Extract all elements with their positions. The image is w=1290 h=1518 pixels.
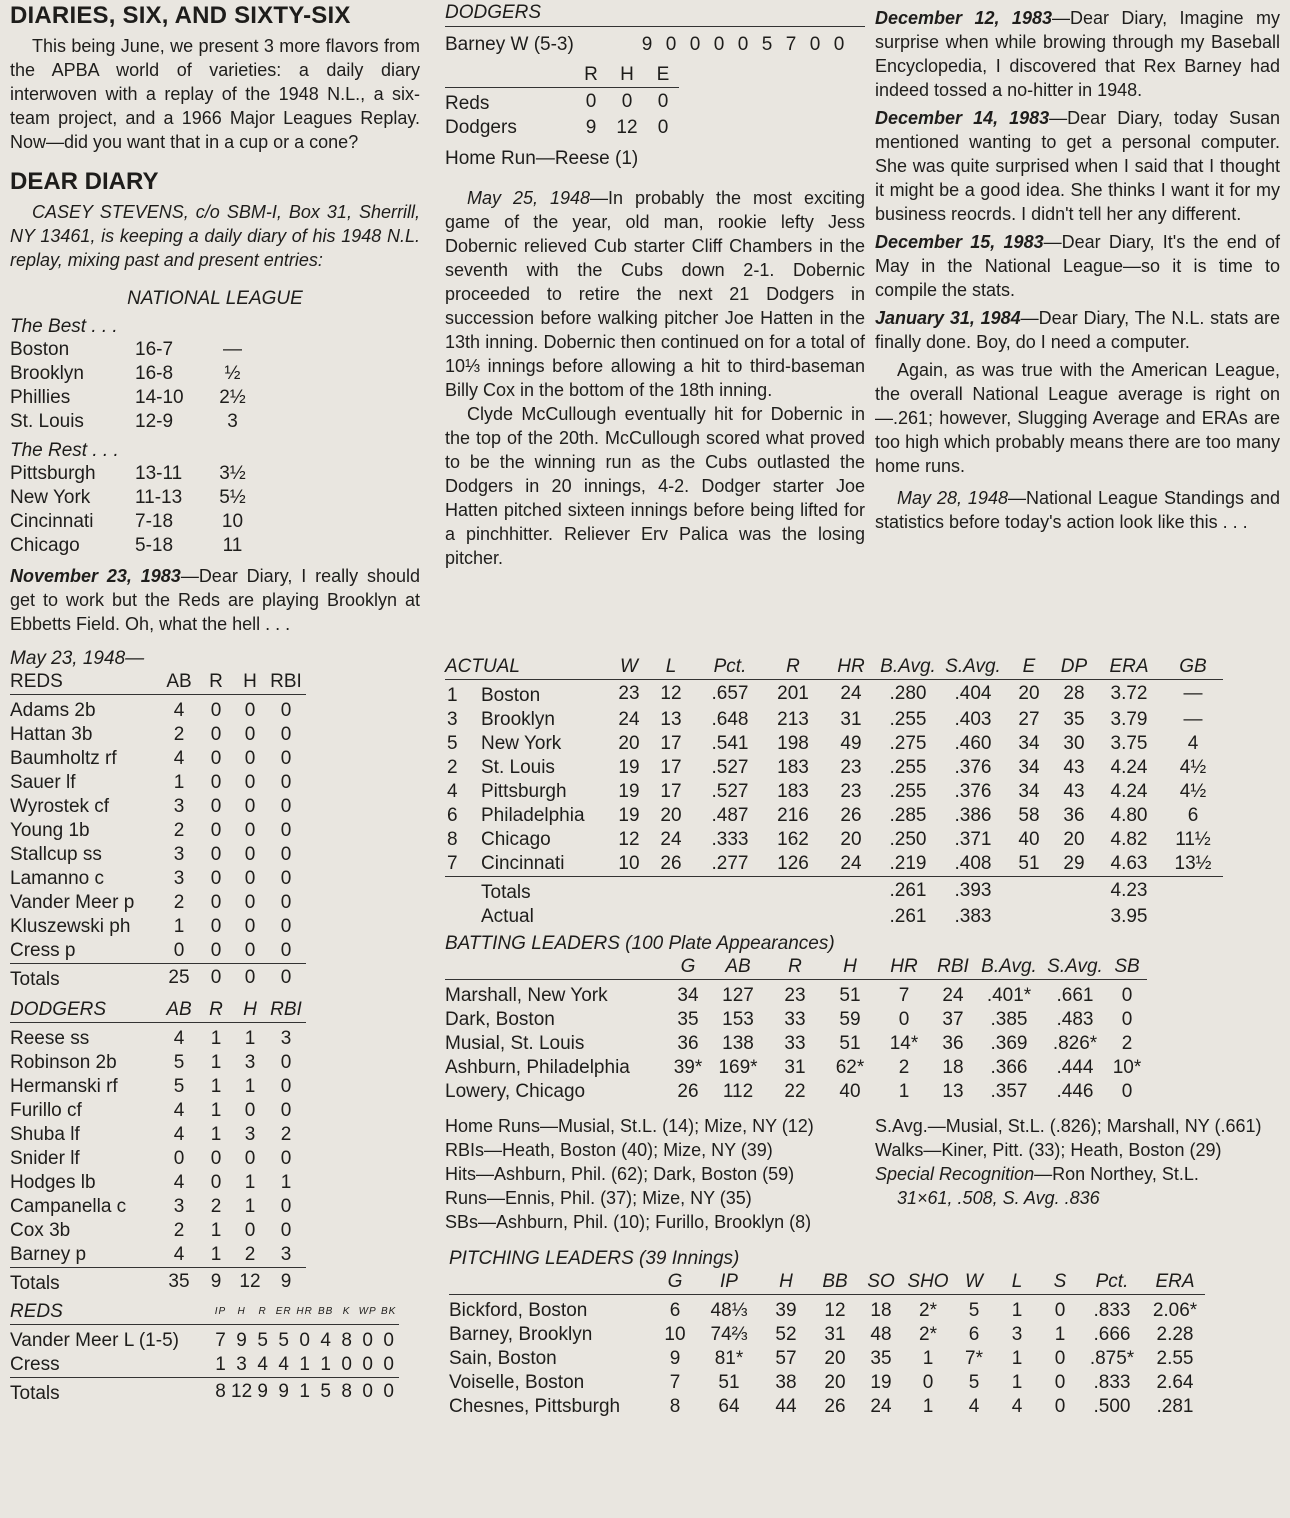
linescore-row: Dodgers 9 12 0 [445,117,669,138]
standings-row: Phillies 14-10 2½ [10,387,246,408]
dodgers-pitching-line: Barney W (5-3) 9 0 0 0 0 5 7 0 0 [445,34,845,55]
standings-table-row: 6 Philadelphia 19 20 .487 216 26 .285 .386 58 36 4.80 6 [447,805,1199,826]
standings-row: Brooklyn 16-8 ½ [10,363,241,384]
leader-notes-right [875,1114,1285,1234]
pitching-leaders-title: PITCHING LEADERS (39 Innings) [449,1248,740,1269]
pitcher-row: Vander Meer L (1-5) 7 9 5 5 0 4 8 0 0 [10,1330,394,1351]
column-middle [445,0,865,570]
reds-batter-row: Adams 2b 4 0 0 0 [10,700,292,721]
standings-table: ACTUAL W L Pct. R HR B.Avg. S.Avg. E DP ERA GB 1 Boston 23 12 .657 201 24 .280 .404 20 28 3.72 — 3 Brooklyn 24 13 .648 213 31 .255 .403 27 35 3.79 — 5 New York 20 17 .541 198 49 .275 .460 34 30 3.75 4 2 St. Louis 19 17 .527 183 23 .255 .376 34 43 4.24 4½ 4 Pittsburgh 19 17 .527 183 23 .255 .376 34 43 4.24 4½ 6 Philadelphia 19 20 .487 216 26 .285 .386 58 36 4.80 6 8 Chicago 12 24 .333 162 20 .250 .371 40 20 4.82 11½ 7 Cincinnati 10 26 .277 126 24 .219 .408 51 29 4.63 13½ Totals .261 .393 4.23 Actual .261 .383 3.95 [445,655,1223,929]
batting-leader-row: Lowery, Chicago 26 112 22 40 1 13 .357 .446 0 [445,1081,1133,1102]
reds-batter-row: Stallcup ss 3 0 0 0 [10,844,292,865]
dodgers-batter-row: Snider lf 0 0 0 0 [10,1148,292,1169]
reds-batter-row: Lamanno c 3 0 0 0 [10,868,292,889]
batting-leader-row: Musial, St. Louis 36 138 33 51 14* 36 .369 .826* 2 [445,1033,1133,1054]
dodgers-batter-row: Reese ss 4 1 1 3 [10,1028,292,1049]
batting-leaders-title: BATTING LEADERS (100 Plate Appearances) [445,933,835,954]
standings-table-row: 3 Brooklyn 24 13 .648 213 31 .255 .403 27 35 3.79 — [447,709,1203,730]
pitching-leader-row: Barney, Brooklyn 10 74⅔ 52 31 48 2* 6 3 1 .666 2.28 [449,1324,1194,1345]
dodgers-batter-row: Hodges lb 4 0 1 1 [10,1172,292,1193]
reds-batting-box: REDS AB R H RBI Adams 2b 4 0 0 0 Hattan 3b 2 0 0 0 Baumholtz rf 4 0 0 0 Sauer lf 1 0 0 0 Wyrostek cf 3 0 0 0 Young 1b 2 0 0 0 Stallcup ss 3 0 0 0 Lamanno c 3 0 0 0 Vander Meer p 2 0 0 0 Kluszewski ph 1 0 0 0 Cress p 0 0 0 0 Totals 25 0 0 0 [10,670,306,992]
standings-table-row: 4 Pittsburgh 19 17 .527 183 23 .255 .376 34 43 4.24 4½ [447,781,1207,802]
standings-best [10,338,260,434]
standings-row: St. Louis 12-9 3 [10,411,238,432]
stats-section [445,655,1285,1419]
batting-leader-row: Ashburn, Philadelphia 39* 169* 31 62* 2 18 .366 .444 10* [445,1057,1142,1078]
league-title: NATIONAL LEAGUE [127,288,303,309]
diary-entry-nov23: November 23, 1983—Dear Diary, I really should get to work but the Reds are playing Brooklyn at Ebbetts Field. Oh, what the hell . . . [10,566,420,634]
diary-entry-may28: May 28, 1948—National League Standings and statistics before today's action look like this . . . [875,488,1281,532]
reds-pitching-box: REDS IP H R ER HR BB K WP BK Vander Meer L (1-5) 7 9 5 5 0 4 8 0 0 Cress 1 3 4 4 1 1 0 0 0 Totals 8 12 9 9 1 5 8 0 0 [10,1300,399,1406]
pitching-leader-row: Sain, Boston 9 81* 57 20 35 1 7* 1 0 .875* 2.55 [449,1348,1194,1369]
leader-notes-left [445,1114,865,1234]
reds-totals-row: Totals 25 0 0 0 [10,964,306,993]
note-runs: Runs—Ennis, Phil. (37); Mize, NY (35) [445,1188,752,1208]
dodgers-batter-row: Cox 3b 2 1 0 0 [10,1220,292,1241]
best-label: The Best . . . [10,316,118,337]
standings-actual-row: Actual .261 .383 3.95 [481,906,1148,927]
note-home-runs: Home Runs—Musial, St.L. (14); Mize, NY (12) [445,1116,814,1136]
reds-batter-row: Baumholtz rf 4 0 0 0 [10,748,292,769]
pitching-leader-row: Chesnes, Pittsburgh 8 64 44 26 24 1 4 4 0 .500 .281 [449,1396,1194,1417]
diary-entry-dec12: December 12, 1983—Dear Diary, Imagine my surprise when while browing through my Baseball Encyclopedia, I discovered that Rex Barney had indeed tossed a no-hitter in 1948. [875,8,1280,100]
standings-rest [10,462,260,558]
batting-leader-row: Dark, Boston 35 153 33 59 0 37 .385 .483 0 [445,1009,1133,1030]
dodgers-totals-row: Totals 35 9 12 9 [10,1268,306,1297]
dodgers-batter-row: Furillo cf 4 1 0 0 [10,1100,292,1121]
note-walks: Walks—Kiner, Pitt. (33); Heath, Boston (29) [875,1140,1222,1160]
standings-totals-row: Totals .261 .393 4.23 [445,877,1223,906]
reds-batter-row: Kluszewski ph 1 0 0 0 [10,916,292,937]
rest-label: The Rest . . . [10,440,119,461]
article-title: DIARIES, SIX, AND SIXTY-SIX [10,2,351,29]
note-hits: Hits—Ashburn, Phil. (62); Dark, Boston (59) [445,1164,795,1184]
standings-table-row: 7 Cincinnati 10 26 .277 126 24 .219 .408 51 29 4.63 13½ [447,853,1212,874]
standings-table-row: 5 New York 20 17 .541 198 49 .275 .460 34 30 3.75 4 [447,733,1199,754]
reds-batter-row: Vander Meer p 2 0 0 0 [10,892,292,913]
standings-table-row: 2 St. Louis 19 17 .527 183 23 .255 .376 34 43 4.24 4½ [447,757,1207,778]
batting-leaders-table: G AB R H HR RBI B.Avg. S.Avg. SB Marshall, New York 34 127 23 51 7 24 .401* .661 0 Dark, Boston 35 153 33 59 0 37 .385 .483 0 Musial, St. Louis 36 138 33 51 14* 36 .369 .826* 2 Ashburn, Philadelphia 39* 169* 31 62* 2 18 .366 .444 10* Lowery, Chicago 26 112 22 40 1 13 .357 .446 0 [445,955,1147,1104]
standings-row: Cincinnati 7-18 10 [10,511,244,532]
column-left [10,0,420,1406]
standings-row: Chicago 5-18 11 [10,535,243,556]
pitching-leaders-table: G IP H BB SO SHO W L S Pct. ERA Bickford, Boston 6 48⅓ 39 12 18 2* 5 1 0 .833 2.06* Barney, Brooklyn 10 74⅔ 52 31 48 2* 6 3 1 .666 2.28 Sain, Boston 9 81* 57 20 35 1 7* 1 0 .875* 2.55 Voiselle, Boston 7 51 38 20 19 0 5 1 0 .833 2.64 Chesnes, Pittsburgh 8 64 44 26 24 1 4 4 0 .500 .281 [449,1270,1205,1419]
pitcher-row: Cress 1 3 4 4 1 1 0 0 0 [10,1354,394,1375]
byline: CASEY STEVENS, c/o SBM-I, Box 31, Sherrill, NY 13461, is keeping a daily diary of his 1948 N.L. replay, mixing past and present entries: [10,202,420,270]
standings-table-row: 8 Chicago 12 24 .333 162 20 .250 .371 40 20 4.82 11½ [447,829,1211,850]
note-sbs: SBs—Ashburn, Phil. (10); Furillo, Brooklyn (8) [445,1212,812,1232]
note-rbis: RBIs—Heath, Boston (40); Mize, NY (39) [445,1140,773,1160]
diary-entry-dec15: December 15, 1983—Dear Diary, It's the end of May in the National League—so it is time to compile the stats. [875,232,1280,300]
dodgers-batter-row: Hermanski rf 5 1 1 0 [10,1076,292,1097]
standings-row: Pittsburgh 13-11 3½ [10,463,246,484]
note-special-line2: 31×61, .508, S. Avg. .836 [897,1188,1100,1208]
reds-batter-row: Wyrostek cf 3 0 0 0 [10,796,292,817]
section-heading-dear-diary: DEAR DIARY [10,168,159,195]
reds-batter-row: Hattan 3b 2 0 0 0 [10,724,292,745]
diary-entry-may25: May 25, 1948—In probably the most exciting game of the year, old man, rookie lefty Jess Dobernic relieved Cub starter Cliff Chambers in the seventh with the Cubs down 2-1. Dobernic proceeded to retire the next 21 Dodgers in succession before walking pitcher Joe Hatten in the 13th inning. Dobernic then continued on for a total of 10⅓ innings before allowing a hit to third-baseman Billy Cox in the bottom of the 18th inning. [445,188,866,400]
pitching-leader-row: Voiselle, Boston 7 51 38 20 19 0 5 1 0 .833 2.64 [449,1372,1194,1393]
dodgers-pitching-label: DODGERS [445,0,865,27]
reds-batter-row: Sauer lf 1 0 0 0 [10,772,292,793]
batting-leader-row: Marshall, New York 34 127 23 51 7 24 .401* .661 0 [445,985,1133,1006]
again-paragraph: Again, as was true with the American League, the overall National League average is right on—.261; however, Slugging Average and ERAs are too high which probably means there are too many home runs. [875,360,1280,476]
pitching-totals-row: Totals 8 12 9 9 1 5 8 0 0 [10,1378,399,1407]
mccullough-paragraph: Clyde McCullough eventually hit for Dobernic in the top of the 20th. McCullough scored what proved to be the winning run as the Cubs outlasted the Dodgers in 20 innings, 4-2. Dodger starter Joe Hatten pitched sixteen innings before being lifted for a pinchhitter. Reliever Erv Palica was the losing pitcher. [445,404,865,568]
diary-entry-dec14: December 14, 1983—Dear Diary, today Susan mentioned wanting to get a personal computer. She was quite surprised when I said that I thought it might be a good idea. She thinks I want it for my business reocrds. I didn't tell her any different. [875,108,1280,224]
dodgers-batter-row: Robinson 2b 5 1 3 0 [10,1052,292,1073]
reds-batter-row: Young 1b 2 0 0 0 [10,820,292,841]
standings-row: New York 11-13 5½ [10,487,246,508]
reds-batter-row: Cress p 0 0 0 0 [10,940,292,961]
dodgers-batter-row: Shuba lf 4 1 3 2 [10,1124,292,1145]
dodgers-batter-row: Campanella c 3 2 1 0 [10,1196,292,1217]
standings-row: Boston 16-7 — [10,339,242,360]
intro-paragraph: This being June, we present 3 more flavors from the APBA world of varieties: a daily diary interwoven with a replay of the 1948 N.L., a six-team project, and a 1966 Major Leagues Replay. Now—did you want that in a cup or a cone? [10,36,420,152]
note-slugging: S.Avg.—Musial, St.L. (.826); Marshall, NY (.661) [875,1116,1262,1136]
game-date: May 23, 1948— [10,648,145,669]
standings-table-row: 1 Boston 23 12 .657 201 24 .280 .404 20 28 3.72 — [447,683,1203,706]
note-special-recognition: Special Recognition—Ron Northey, St.L. [875,1164,1199,1184]
diary-entry-jan31: January 31, 1984—Dear Diary, The N.L. stats are finally done. Boy, do I need a computer. [875,308,1280,352]
home-run-note: Home Run—Reese (1) [445,148,639,169]
dodgers-batting-box: DODGERS AB R H RBI Reese ss 4 1 1 3 Robinson 2b 5 1 3 0 Hermanski rf 5 1 1 0 Furillo cf 4 1 0 0 Shuba lf 4 1 3 2 Snider lf 0 0 0 0 Hodges lb 4 0 1 1 Campanella c 3 2 1 0 Cox 3b 2 1 0 0 Barney p 4 1 2 3 Totals 35 9 12 9 [10,998,306,1296]
column-right [875,0,1280,534]
linescore-row: Reds 0 0 0 [445,91,669,114]
linescore: R H E Reds 0 0 0 Dodgers 9 12 0 [445,63,679,140]
dodgers-batter-row: Barney p 4 1 2 3 [10,1244,292,1265]
leader-notes [445,1114,1285,1234]
pitching-leader-row: Bickford, Boston 6 48⅓ 39 12 18 2* 5 1 0 .833 2.06* [449,1300,1198,1321]
